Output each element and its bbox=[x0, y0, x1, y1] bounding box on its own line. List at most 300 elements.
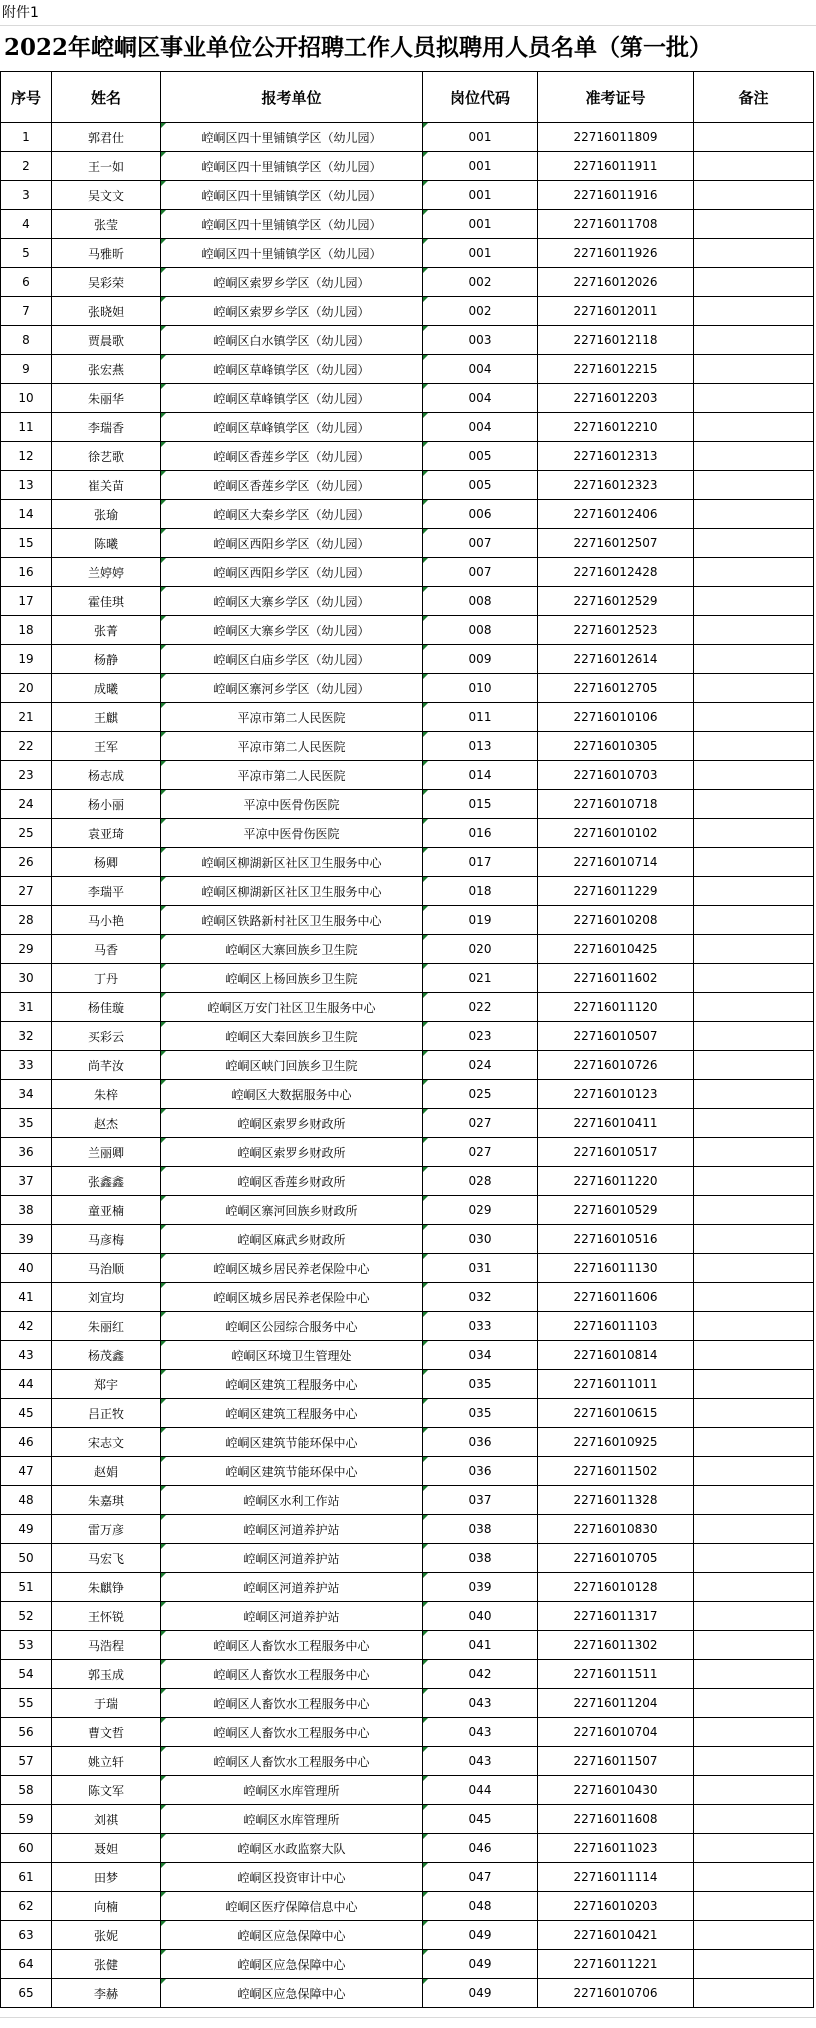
table-row bbox=[1, 1834, 814, 1863]
cell-index: 13 bbox=[1, 471, 52, 500]
table-row bbox=[1, 1022, 814, 1051]
cell-position-code: 010 bbox=[423, 674, 538, 703]
cell-exam-number: 22716012118 bbox=[538, 326, 694, 355]
cell-name: 马香 bbox=[52, 935, 161, 964]
cell-name: 杨静 bbox=[52, 645, 161, 674]
cell-unit: 崆峒区水政监察大队 bbox=[161, 1834, 423, 1863]
table-row bbox=[1, 1602, 814, 1631]
cell-exam-number: 22716010517 bbox=[538, 1138, 694, 1167]
cell-exam-number: 22716010102 bbox=[538, 819, 694, 848]
cell-unit: 崆峒区应急保障中心 bbox=[161, 1950, 423, 1979]
cell-unit: 崆峒区人畜饮水工程服务中心 bbox=[161, 1660, 423, 1689]
cell-exam-number: 22716011507 bbox=[538, 1747, 694, 1776]
cell-name: 张妮 bbox=[52, 1921, 161, 1950]
cell-exam-number: 22716011502 bbox=[538, 1457, 694, 1486]
cell-exam-number: 22716011302 bbox=[538, 1631, 694, 1660]
cell-index: 4 bbox=[1, 210, 52, 239]
table-row bbox=[1, 1689, 814, 1718]
cell-name: 王怀锐 bbox=[52, 1602, 161, 1631]
table-row bbox=[1, 1950, 814, 1979]
cell-remarks bbox=[694, 906, 814, 935]
cell-name: 田梦 bbox=[52, 1863, 161, 1892]
cell-position-code: 003 bbox=[423, 326, 538, 355]
cell-index: 24 bbox=[1, 790, 52, 819]
cell-exam-number: 22716011911 bbox=[538, 152, 694, 181]
cell-index: 10 bbox=[1, 384, 52, 413]
cell-position-code: 035 bbox=[423, 1370, 538, 1399]
cell-remarks bbox=[694, 674, 814, 703]
cell-index: 26 bbox=[1, 848, 52, 877]
table-row bbox=[1, 1428, 814, 1457]
cell-remarks bbox=[694, 181, 814, 210]
cell-name: 杨志成 bbox=[52, 761, 161, 790]
cell-index: 6 bbox=[1, 268, 52, 297]
cell-position-code: 037 bbox=[423, 1486, 538, 1515]
cell-unit: 崆峒区水利工作站 bbox=[161, 1486, 423, 1515]
cell-unit: 崆峒区寨河回族乡财政所 bbox=[161, 1196, 423, 1225]
cell-remarks bbox=[694, 326, 814, 355]
table-row bbox=[1, 1776, 814, 1805]
table-row bbox=[1, 297, 814, 326]
cell-position-code: 004 bbox=[423, 355, 538, 384]
cell-exam-number: 22716012428 bbox=[538, 558, 694, 587]
table-row bbox=[1, 1631, 814, 1660]
cell-index: 43 bbox=[1, 1341, 52, 1370]
cell-unit: 崆峒区香莲乡财政所 bbox=[161, 1167, 423, 1196]
cell-index: 37 bbox=[1, 1167, 52, 1196]
cell-remarks bbox=[694, 1834, 814, 1863]
cell-position-code: 027 bbox=[423, 1109, 538, 1138]
table-row bbox=[1, 326, 814, 355]
cell-name: 马宏飞 bbox=[52, 1544, 161, 1573]
cell-remarks bbox=[694, 152, 814, 181]
cell-exam-number: 22716011317 bbox=[538, 1602, 694, 1631]
cell-remarks bbox=[694, 1689, 814, 1718]
cell-unit: 崆峒区四十里铺镇学区（幼儿园） bbox=[161, 239, 423, 268]
cell-name: 郭君仕 bbox=[52, 123, 161, 152]
cell-name: 马治顺 bbox=[52, 1254, 161, 1283]
table-row bbox=[1, 674, 814, 703]
cell-position-code: 013 bbox=[423, 732, 538, 761]
table-row bbox=[1, 1196, 814, 1225]
cell-position-code: 049 bbox=[423, 1950, 538, 1979]
cell-name: 于瑞 bbox=[52, 1689, 161, 1718]
cell-index: 57 bbox=[1, 1747, 52, 1776]
cell-remarks bbox=[694, 1457, 814, 1486]
table-row bbox=[1, 1747, 814, 1776]
cell-unit: 崆峒区香莲乡学区（幼儿园） bbox=[161, 471, 423, 500]
cell-name: 刘祺 bbox=[52, 1805, 161, 1834]
cell-unit: 崆峒区西阳乡学区（幼儿园） bbox=[161, 558, 423, 587]
cell-index: 45 bbox=[1, 1399, 52, 1428]
cell-exam-number: 22716012523 bbox=[538, 616, 694, 645]
cell-unit: 崆峒区人畜饮水工程服务中心 bbox=[161, 1747, 423, 1776]
cell-name: 王一如 bbox=[52, 152, 161, 181]
table-row bbox=[1, 384, 814, 413]
cell-name: 吴文文 bbox=[52, 181, 161, 210]
cell-position-code: 001 bbox=[423, 210, 538, 239]
table-row bbox=[1, 1805, 814, 1834]
cell-exam-number: 22716011011 bbox=[538, 1370, 694, 1399]
cell-index: 20 bbox=[1, 674, 52, 703]
cell-name: 朱梓 bbox=[52, 1080, 161, 1109]
table-row bbox=[1, 1370, 814, 1399]
cell-exam-number: 22716012210 bbox=[538, 413, 694, 442]
table-row bbox=[1, 1486, 814, 1515]
cell-name: 吴彩荣 bbox=[52, 268, 161, 297]
table-row bbox=[1, 732, 814, 761]
cell-index: 60 bbox=[1, 1834, 52, 1863]
table-row bbox=[1, 877, 814, 906]
cell-name: 李赫 bbox=[52, 1979, 161, 2008]
cell-name: 向楠 bbox=[52, 1892, 161, 1921]
hiring-list-table bbox=[0, 71, 814, 2008]
cell-exam-number: 22716010507 bbox=[538, 1022, 694, 1051]
cell-exam-number: 22716010516 bbox=[538, 1225, 694, 1254]
cell-remarks bbox=[694, 239, 814, 268]
table-row bbox=[1, 1051, 814, 1080]
cell-unit: 崆峒区四十里铺镇学区（幼儿园） bbox=[161, 152, 423, 181]
table-row bbox=[1, 993, 814, 1022]
cell-exam-number: 22716010714 bbox=[538, 848, 694, 877]
table-row bbox=[1, 442, 814, 471]
cell-remarks bbox=[694, 790, 814, 819]
cell-index: 63 bbox=[1, 1921, 52, 1950]
col-header-unit: 报考单位 bbox=[161, 72, 423, 123]
cell-position-code: 034 bbox=[423, 1341, 538, 1370]
cell-index: 31 bbox=[1, 993, 52, 1022]
cell-position-code: 032 bbox=[423, 1283, 538, 1312]
table-row bbox=[1, 1660, 814, 1689]
table-row bbox=[1, 1573, 814, 1602]
cell-index: 62 bbox=[1, 1892, 52, 1921]
table-row bbox=[1, 268, 814, 297]
cell-name: 李瑞平 bbox=[52, 877, 161, 906]
table-row bbox=[1, 935, 814, 964]
cell-unit: 崆峒区白水镇学区（幼儿园） bbox=[161, 326, 423, 355]
cell-remarks bbox=[694, 1515, 814, 1544]
cell-position-code: 006 bbox=[423, 500, 538, 529]
cell-name: 张晓妲 bbox=[52, 297, 161, 326]
cell-unit: 崆峒区建筑工程服务中心 bbox=[161, 1399, 423, 1428]
cell-remarks bbox=[694, 1196, 814, 1225]
cell-unit: 崆峒区索罗乡学区（幼儿园） bbox=[161, 268, 423, 297]
cell-position-code: 001 bbox=[423, 181, 538, 210]
cell-exam-number: 22716012313 bbox=[538, 442, 694, 471]
cell-unit: 崆峒区河道养护站 bbox=[161, 1573, 423, 1602]
cell-remarks bbox=[694, 413, 814, 442]
cell-name: 雷万彦 bbox=[52, 1515, 161, 1544]
cell-remarks bbox=[694, 297, 814, 326]
cell-index: 23 bbox=[1, 761, 52, 790]
cell-index: 59 bbox=[1, 1805, 52, 1834]
cell-unit: 崆峒区四十里铺镇学区（幼儿园） bbox=[161, 123, 423, 152]
cell-remarks bbox=[694, 993, 814, 1022]
cell-unit: 崆峒区麻武乡财政所 bbox=[161, 1225, 423, 1254]
cell-position-code: 021 bbox=[423, 964, 538, 993]
cell-name: 尚芊汝 bbox=[52, 1051, 161, 1080]
cell-remarks bbox=[694, 500, 814, 529]
cell-index: 30 bbox=[1, 964, 52, 993]
cell-exam-number: 22716010208 bbox=[538, 906, 694, 935]
cell-remarks bbox=[694, 1863, 814, 1892]
table-row bbox=[1, 587, 814, 616]
cell-name: 贾晨歌 bbox=[52, 326, 161, 355]
cell-name: 丁丹 bbox=[52, 964, 161, 993]
cell-index: 38 bbox=[1, 1196, 52, 1225]
cell-position-code: 023 bbox=[423, 1022, 538, 1051]
cell-exam-number: 22716010430 bbox=[538, 1776, 694, 1805]
cell-index: 48 bbox=[1, 1486, 52, 1515]
cell-unit: 平凉市第二人民医院 bbox=[161, 703, 423, 732]
cell-exam-number: 22716012406 bbox=[538, 500, 694, 529]
cell-index: 17 bbox=[1, 587, 52, 616]
cell-name: 曹文哲 bbox=[52, 1718, 161, 1747]
cell-exam-number: 22716012215 bbox=[538, 355, 694, 384]
cell-remarks bbox=[694, 1486, 814, 1515]
cell-unit: 崆峒区人畜饮水工程服务中心 bbox=[161, 1689, 423, 1718]
cell-remarks bbox=[694, 1921, 814, 1950]
cell-name: 张菁 bbox=[52, 616, 161, 645]
table-row bbox=[1, 355, 814, 384]
cell-unit: 崆峒区西阳乡学区（幼儿园） bbox=[161, 529, 423, 558]
cell-name: 赵娟 bbox=[52, 1457, 161, 1486]
cell-exam-number: 22716012614 bbox=[538, 645, 694, 674]
table-row bbox=[1, 471, 814, 500]
cell-index: 52 bbox=[1, 1602, 52, 1631]
cell-name: 李瑞香 bbox=[52, 413, 161, 442]
cell-exam-number: 22716011606 bbox=[538, 1283, 694, 1312]
cell-name: 朱麒铮 bbox=[52, 1573, 161, 1602]
cell-exam-number: 22716011130 bbox=[538, 1254, 694, 1283]
cell-position-code: 039 bbox=[423, 1573, 538, 1602]
cell-unit: 崆峒区河道养护站 bbox=[161, 1544, 423, 1573]
table-row bbox=[1, 1544, 814, 1573]
table-row bbox=[1, 1341, 814, 1370]
cell-exam-number: 22716010421 bbox=[538, 1921, 694, 1950]
cell-index: 50 bbox=[1, 1544, 52, 1573]
cell-name: 杨小丽 bbox=[52, 790, 161, 819]
cell-unit: 崆峒区河道养护站 bbox=[161, 1515, 423, 1544]
cell-position-code: 018 bbox=[423, 877, 538, 906]
cell-remarks bbox=[694, 529, 814, 558]
cell-index: 8 bbox=[1, 326, 52, 355]
cell-index: 44 bbox=[1, 1370, 52, 1399]
table-row bbox=[1, 1138, 814, 1167]
col-header-index: 序号 bbox=[1, 72, 52, 123]
cell-exam-number: 22716011708 bbox=[538, 210, 694, 239]
cell-name: 崔关苗 bbox=[52, 471, 161, 500]
cell-unit: 崆峒区大数据服务中心 bbox=[161, 1080, 423, 1109]
cell-index: 51 bbox=[1, 1573, 52, 1602]
cell-remarks bbox=[694, 587, 814, 616]
cell-position-code: 044 bbox=[423, 1776, 538, 1805]
cell-name: 兰婷婷 bbox=[52, 558, 161, 587]
cell-index: 49 bbox=[1, 1515, 52, 1544]
cell-exam-number: 22716010925 bbox=[538, 1428, 694, 1457]
cell-unit: 崆峒区应急保障中心 bbox=[161, 1921, 423, 1950]
cell-name: 张莹 bbox=[52, 210, 161, 239]
table-row bbox=[1, 1457, 814, 1486]
cell-remarks bbox=[694, 732, 814, 761]
cell-name: 姚立轩 bbox=[52, 1747, 161, 1776]
cell-position-code: 024 bbox=[423, 1051, 538, 1080]
cell-name: 马彦梅 bbox=[52, 1225, 161, 1254]
cell-remarks bbox=[694, 210, 814, 239]
cell-unit: 崆峒区人畜饮水工程服务中心 bbox=[161, 1631, 423, 1660]
cell-position-code: 031 bbox=[423, 1254, 538, 1283]
cell-remarks bbox=[694, 1602, 814, 1631]
cell-position-code: 049 bbox=[423, 1979, 538, 2008]
cell-position-code: 042 bbox=[423, 1660, 538, 1689]
cell-unit: 崆峒区大寨乡学区（幼儿园） bbox=[161, 587, 423, 616]
cell-exam-number: 22716011114 bbox=[538, 1863, 694, 1892]
cell-remarks bbox=[694, 1051, 814, 1080]
cell-remarks bbox=[694, 1718, 814, 1747]
table-row bbox=[1, 906, 814, 935]
cell-remarks bbox=[694, 1979, 814, 2008]
cell-position-code: 036 bbox=[423, 1457, 538, 1486]
cell-unit: 平凉中医骨伤医院 bbox=[161, 819, 423, 848]
cell-remarks bbox=[694, 1341, 814, 1370]
cell-index: 58 bbox=[1, 1776, 52, 1805]
cell-exam-number: 22716011229 bbox=[538, 877, 694, 906]
cell-position-code: 016 bbox=[423, 819, 538, 848]
cell-position-code: 019 bbox=[423, 906, 538, 935]
cell-index: 21 bbox=[1, 703, 52, 732]
cell-name: 马浩程 bbox=[52, 1631, 161, 1660]
cell-exam-number: 22716010704 bbox=[538, 1718, 694, 1747]
table-row bbox=[1, 210, 814, 239]
cell-index: 64 bbox=[1, 1950, 52, 1979]
table-row bbox=[1, 645, 814, 674]
cell-remarks bbox=[694, 1428, 814, 1457]
cell-position-code: 014 bbox=[423, 761, 538, 790]
table-header-row bbox=[1, 72, 814, 123]
cell-index: 5 bbox=[1, 239, 52, 268]
cell-name: 马小艳 bbox=[52, 906, 161, 935]
cell-exam-number: 22716012026 bbox=[538, 268, 694, 297]
cell-position-code: 015 bbox=[423, 790, 538, 819]
cell-exam-number: 22716011602 bbox=[538, 964, 694, 993]
cell-index: 18 bbox=[1, 616, 52, 645]
cell-index: 12 bbox=[1, 442, 52, 471]
table-row bbox=[1, 1225, 814, 1254]
cell-name: 张瑜 bbox=[52, 500, 161, 529]
sheet-gridline bbox=[0, 2017, 816, 2028]
cell-index: 39 bbox=[1, 1225, 52, 1254]
cell-unit: 崆峒区寨河乡学区（幼儿园） bbox=[161, 674, 423, 703]
table-row bbox=[1, 1979, 814, 2008]
cell-position-code: 040 bbox=[423, 1602, 538, 1631]
cell-unit: 崆峒区大秦回族乡卫生院 bbox=[161, 1022, 423, 1051]
cell-remarks bbox=[694, 1080, 814, 1109]
cell-name: 张鑫鑫 bbox=[52, 1167, 161, 1196]
cell-name: 吕正牧 bbox=[52, 1399, 161, 1428]
cell-remarks bbox=[694, 268, 814, 297]
cell-position-code: 017 bbox=[423, 848, 538, 877]
document-title: 2022年崆峒区事业单位公开招聘工作人员拟聘用人员名单（第一批） bbox=[4, 34, 713, 61]
cell-name: 霍佳琪 bbox=[52, 587, 161, 616]
col-header-exam-number: 准考证号 bbox=[538, 72, 694, 123]
cell-exam-number: 22716012507 bbox=[538, 529, 694, 558]
col-header-position-code: 岗位代码 bbox=[423, 72, 538, 123]
cell-index: 16 bbox=[1, 558, 52, 587]
cell-remarks bbox=[694, 1138, 814, 1167]
cell-exam-number: 22716011220 bbox=[538, 1167, 694, 1196]
cell-index: 53 bbox=[1, 1631, 52, 1660]
cell-exam-number: 22716010425 bbox=[538, 935, 694, 964]
cell-index: 42 bbox=[1, 1312, 52, 1341]
cell-exam-number: 22716012705 bbox=[538, 674, 694, 703]
cell-exam-number: 22716010203 bbox=[538, 1892, 694, 1921]
cell-exam-number: 22716011103 bbox=[538, 1312, 694, 1341]
cell-position-code: 048 bbox=[423, 1892, 538, 1921]
cell-exam-number: 22716010128 bbox=[538, 1573, 694, 1602]
cell-position-code: 007 bbox=[423, 558, 538, 587]
cell-remarks bbox=[694, 1399, 814, 1428]
cell-position-code: 049 bbox=[423, 1921, 538, 1950]
cell-index: 11 bbox=[1, 413, 52, 442]
cell-remarks bbox=[694, 1544, 814, 1573]
cell-remarks bbox=[694, 1805, 814, 1834]
cell-position-code: 005 bbox=[423, 471, 538, 500]
col-header-remarks: 备注 bbox=[694, 72, 814, 123]
cell-exam-number: 22716011328 bbox=[538, 1486, 694, 1515]
cell-unit: 崆峒区万安门社区卫生服务中心 bbox=[161, 993, 423, 1022]
cell-position-code: 029 bbox=[423, 1196, 538, 1225]
cell-index: 9 bbox=[1, 355, 52, 384]
cell-unit: 平凉市第二人民医院 bbox=[161, 761, 423, 790]
table-row bbox=[1, 239, 814, 268]
cell-name: 成曦 bbox=[52, 674, 161, 703]
cell-unit: 崆峒区铁路新村社区卫生服务中心 bbox=[161, 906, 423, 935]
cell-unit: 崆峒区上杨回族乡卫生院 bbox=[161, 964, 423, 993]
cell-exam-number: 22716011916 bbox=[538, 181, 694, 210]
cell-index: 22 bbox=[1, 732, 52, 761]
cell-index: 40 bbox=[1, 1254, 52, 1283]
cell-position-code: 002 bbox=[423, 297, 538, 326]
cell-exam-number: 22716010703 bbox=[538, 761, 694, 790]
table-row bbox=[1, 413, 814, 442]
cell-exam-number: 22716012529 bbox=[538, 587, 694, 616]
cell-remarks bbox=[694, 964, 814, 993]
cell-remarks bbox=[694, 848, 814, 877]
cell-position-code: 028 bbox=[423, 1167, 538, 1196]
cell-exam-number: 22716010706 bbox=[538, 1979, 694, 2008]
cell-remarks bbox=[694, 384, 814, 413]
cell-name: 赵杰 bbox=[52, 1109, 161, 1138]
cell-index: 56 bbox=[1, 1718, 52, 1747]
cell-remarks bbox=[694, 442, 814, 471]
cell-position-code: 001 bbox=[423, 123, 538, 152]
table-row bbox=[1, 819, 814, 848]
table-row bbox=[1, 529, 814, 558]
table-row bbox=[1, 1283, 814, 1312]
cell-index: 65 bbox=[1, 1979, 52, 2008]
cell-unit: 崆峒区四十里铺镇学区（幼儿园） bbox=[161, 181, 423, 210]
cell-index: 47 bbox=[1, 1457, 52, 1486]
cell-unit: 崆峒区应急保障中心 bbox=[161, 1979, 423, 2008]
table-row bbox=[1, 1399, 814, 1428]
cell-remarks bbox=[694, 1950, 814, 1979]
cell-unit: 崆峒区医疗保障信息中心 bbox=[161, 1892, 423, 1921]
cell-index: 55 bbox=[1, 1689, 52, 1718]
cell-position-code: 011 bbox=[423, 703, 538, 732]
cell-exam-number: 22716011120 bbox=[538, 993, 694, 1022]
table-row bbox=[1, 790, 814, 819]
cell-position-code: 004 bbox=[423, 413, 538, 442]
